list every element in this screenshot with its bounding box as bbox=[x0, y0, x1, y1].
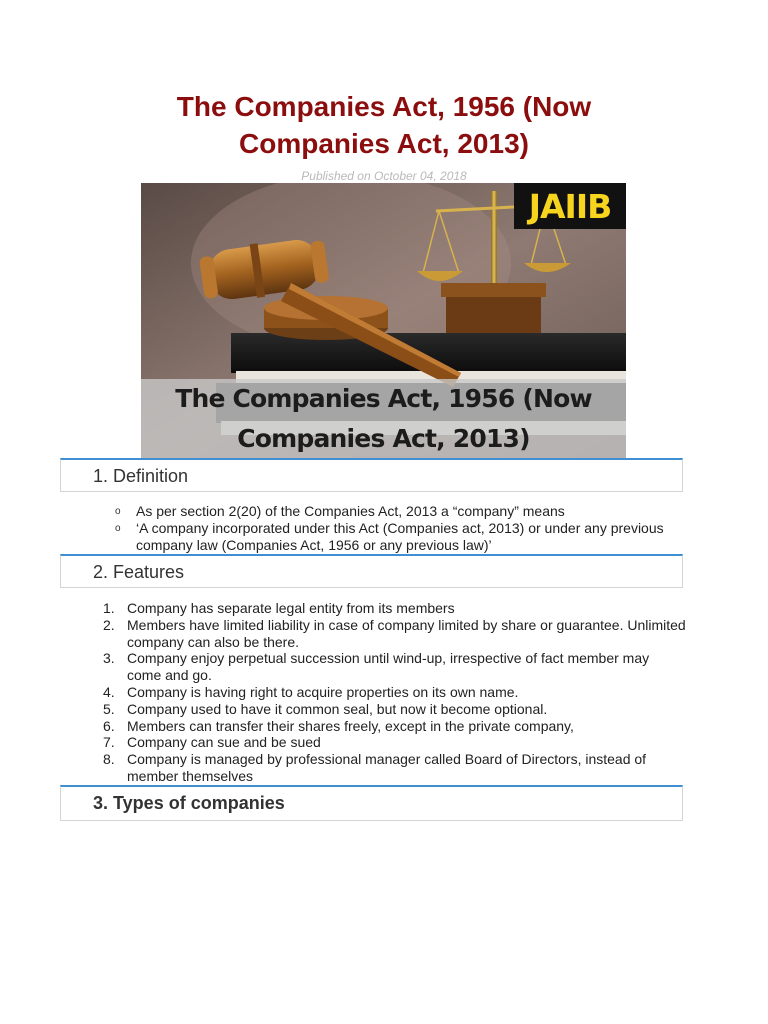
bullet-marker: o bbox=[115, 506, 121, 517]
list-item bbox=[0, 751, 768, 785]
section-definition bbox=[60, 458, 683, 492]
jaiib-logo bbox=[514, 183, 626, 229]
list-item-text: Company used to have it common seal, but now it become optional. bbox=[127, 700, 548, 717]
list-item-text: As per section 2(20) of the Companies Act, 2013 a “company” means bbox=[136, 503, 565, 519]
number-marker: 5. bbox=[103, 700, 115, 717]
list-item bbox=[0, 650, 768, 684]
list-item-text: Members can transfer their shares freely, except in the private company, bbox=[127, 717, 574, 734]
list-item-text: Company enjoy perpetual succession until wind-up, irrespective of fact member may come and go. bbox=[127, 650, 650, 684]
number-marker: 7. bbox=[103, 734, 115, 751]
section-heading-definition: 1. Definition bbox=[93, 466, 189, 486]
list-item-text: ‘A company incorporated under this Act (Companies act, 2013) or under any previous company law (Companies Act, 1956 or any previous law)’ bbox=[136, 519, 664, 553]
section-heading-types: 3. Types of companies bbox=[93, 793, 285, 813]
section-heading-features: 2. Features bbox=[93, 562, 185, 582]
hero-image bbox=[141, 183, 626, 458]
jaiib-logo-text: JAIIB bbox=[528, 186, 612, 226]
list-item-text: Members have limited liability in case of company limited by share or guarantee. Unlimited company can also be there. bbox=[127, 616, 686, 650]
page-title: The Companies Act, 1956 (Now Companies Act, 2013) bbox=[176, 91, 592, 159]
bullet-marker: o bbox=[115, 522, 121, 534]
number-marker: 4. bbox=[103, 683, 115, 700]
number-marker: 1. bbox=[103, 600, 115, 616]
list-item-text: Company can sue and be sued bbox=[127, 734, 321, 751]
hero-caption bbox=[141, 379, 626, 458]
number-marker: 3. bbox=[103, 650, 115, 667]
number-marker: 8. bbox=[103, 751, 115, 768]
definition-list bbox=[0, 503, 768, 553]
list-item bbox=[0, 600, 768, 617]
number-marker: 2. bbox=[103, 616, 115, 633]
list-item-text: Company has separate legal entity from its members bbox=[127, 600, 455, 616]
list-item bbox=[0, 617, 768, 651]
list-item bbox=[0, 718, 768, 735]
list-item bbox=[0, 503, 768, 520]
list-item bbox=[0, 701, 768, 718]
section-features bbox=[60, 554, 683, 588]
hero-caption-line-2: Companies Act, 2013) bbox=[237, 423, 530, 453]
list-item-text: Company is managed by professional manager called Board of Directors, instead of member themselves bbox=[127, 751, 647, 784]
published-date: Published on October 04, 2018 bbox=[301, 169, 467, 183]
section-types bbox=[60, 785, 683, 821]
number-marker: 6. bbox=[103, 717, 115, 734]
list-item bbox=[0, 684, 768, 701]
list-item bbox=[0, 520, 768, 554]
list-item-text: Company is having right to acquire properties on its own name. bbox=[127, 683, 519, 700]
hero-caption-line-1: The Companies Act, 1956 (Now bbox=[175, 383, 592, 413]
features-list bbox=[0, 600, 768, 785]
list-item bbox=[0, 734, 768, 751]
